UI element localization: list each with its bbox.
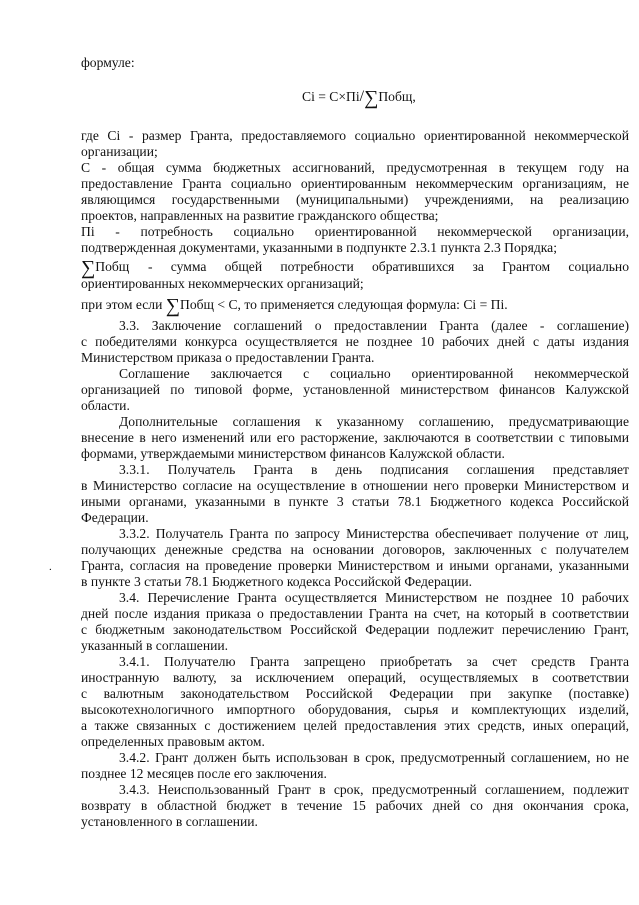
pa-line-2: организацией по типовой форме, установленной министерством финансов Калужской (81, 382, 629, 397)
condition-sigma: ∑ (165, 295, 181, 317)
def-c-line-2: предоставление Гранта социально ориентированным некоммерческим организациям, не (81, 176, 629, 191)
pb-line-2: внесение в него изменений или его расторжение, заключаются в соответствии с типовыми (81, 430, 629, 445)
p341-line-3: с валютным законодательством Российской Федерации при закупке (поставке) (81, 686, 629, 701)
grant-formula (302, 87, 416, 109)
formula-intro: формуле: (81, 55, 135, 70)
p341-line-1: 3.4.1. Получателю Гранта запрещено приобретать за счет средств Гранта (119, 654, 629, 669)
formula-times: × (338, 89, 347, 104)
p343-line-2: возврату в областной бюджет в течение 15 рабочих дней со дня окончания срока, (81, 798, 629, 813)
p331-line-2: в Министерство согласие на осуществление в отношении него проверки Министерством и (81, 478, 629, 493)
p34-line-1: 3.4. Перечисление Гранта осуществляется Министерством не позднее 10 рабочих (119, 590, 629, 605)
pa-line-1: Соглашение заключается с социально ориентированной некоммерческой (119, 366, 629, 381)
p341-line-5: а также связанных с достижением целей предоставления этих средств, иных операций, (81, 718, 629, 733)
condition-post: то применяется следующая формула: Ci = Пi. (244, 297, 508, 312)
pb-line-3: формами, утверждаемыми министерством финансов Калужской области. (81, 446, 505, 461)
def-pi-line-2: подтвержденная документами, указанными в подпункте 2.3.1 пункта 2.3 Порядка; (81, 240, 557, 255)
p33-line-1: 3.3. Заключение соглашений о предоставлении Гранта (далее - соглашение) (119, 318, 629, 333)
formula-sigma: ∑ (364, 87, 379, 109)
p33-line-2: с победителями конкурса осуществляется не позднее 10 рабочих дней с даты издания (81, 334, 629, 349)
def-sum-label: Побщ (95, 259, 130, 274)
p332-line-2: получающих денежные средства на основании договоров, заключенных с получателем (81, 542, 629, 557)
p343-line-1: 3.4.3. Неиспользованный Грант в срок, предусмотренный соглашением, подлежит (119, 782, 629, 797)
def-ci-line-1: где Ci - размер Гранта, предоставляемого социально ориентированной некоммерческой (81, 128, 629, 143)
def-c-line-4: проектов, направленных на развитие гражданского общества; (81, 208, 439, 223)
margin-mark: . (49, 561, 52, 573)
condition-pre: при этом если (81, 297, 163, 312)
p341-line-6: определенных правовым актом. (81, 734, 265, 749)
p331-line-1: 3.3.1. Получатель Гранта в день подписания соглашения представляет (119, 462, 629, 477)
def-sum-text: - сумма общей потребности обратившихся за Грантом социально (148, 259, 629, 274)
def-pi-line-1: Пi - потребность социально ориентированной некоммерческой организации, (81, 224, 629, 239)
p341-line-2: иностранную валюту, за исключением операций, осуществляемых в соответствии (81, 670, 629, 685)
def-sum-sigma: ∑ (81, 257, 96, 279)
p342-line-1: 3.4.2. Грант должен быть использован в срок, предусмотренный соглашением, но не (119, 750, 629, 765)
formula-pi: Пi (346, 89, 360, 104)
p33-line-3: Министерством приказа о предоставлении Гранта. (81, 350, 375, 365)
p331-line-3: иными органами, указанными в пункте 3 статьи 78.1 Бюджетного кодекса Российской (81, 494, 629, 509)
def-c-line-3: являющимся государственными (муниципальными) учреждениями, на реализацию (81, 192, 629, 207)
pa-line-3: области. (81, 398, 130, 413)
def-sum-line-1 (81, 257, 629, 279)
def-ci-line-2: организации; (81, 144, 158, 159)
formula-slash: / (359, 88, 365, 105)
formula-tail: Побщ, (378, 89, 416, 104)
pb-line-1: Дополнительные соглашения к указанному соглашению, предусматривающие (119, 414, 629, 429)
p332-line-1: 3.3.2. Получатель Гранта по запросу Министерства обеспечивает получение от лиц, (119, 526, 629, 541)
p34-line-3: с бюджетным законодательством Российской Федерации подлежит перечислению Грант, (81, 622, 629, 637)
p331-line-4: Федерации. (81, 510, 149, 525)
p34-line-2: дней после издания приказа о предоставлении Гранта на счет, на который в соответствии (81, 606, 629, 621)
p332-line-4: в пункте 3 статьи 78.1 Бюджетного кодекса Российской Федерации. (81, 574, 473, 589)
formula-lhs: Ci = C (302, 89, 339, 104)
p34-line-4: указанный в соглашении. (81, 638, 229, 653)
p343-line-3: установленного в соглашении. (81, 814, 258, 829)
p341-line-4: высокотехнологичного импортного оборудования, сырья и комплектующих изделий, (81, 702, 629, 717)
p332-line-3: Гранта, согласия на проведение проверки Министерством и иными органами, указанными (81, 558, 629, 573)
def-sum-line-2: ориентированных некоммерческих организаций; (81, 276, 364, 291)
p342-line-2: позднее 12 месяцев после его заключения. (81, 766, 327, 781)
condition-line (81, 295, 508, 317)
def-c-line-1: С - общая сумма бюджетных ассигнований, предусмотренная в текущем году на (81, 160, 629, 175)
condition-mid: Побщ < C, (180, 297, 241, 312)
